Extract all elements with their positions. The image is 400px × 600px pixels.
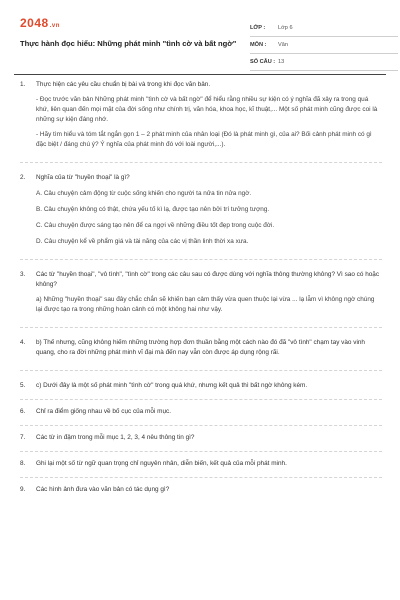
question-divider (20, 327, 382, 328)
question-body (36, 485, 382, 495)
question-text: Các từ "huyền thoại", "vô tình", "tình cờ" trong các câu sau có được dùng với nghĩa thông thường không? Vì sao có hoặc không? (36, 271, 380, 288)
meta-label: LỚP : (250, 25, 266, 31)
answer-option[interactable]: D. Câu chuyện kể về phẩm giá và tài năng của các vị thần linh thời xa xưa. (36, 238, 249, 245)
site-logo[interactable] (20, 16, 60, 30)
question-item (20, 270, 382, 315)
question-body (36, 270, 382, 315)
question-item (20, 459, 382, 469)
question-number: 5. (20, 382, 26, 389)
question-divider (20, 451, 382, 452)
meta-label: SỐ CÂU : (250, 59, 276, 65)
question-text: Các từ in đậm trong mỗi mục 1, 2, 3, 4 nêu thông tin gì? (36, 434, 195, 441)
question-text: Nghĩa của từ "huyền thoại" là gì? (36, 174, 130, 181)
worksheet-header (14, 10, 386, 74)
question-text: c) Dưới đây là một số phát minh "tình cờ" trong quá khứ, nhưng kết quả thì bất ngờ không kém. (36, 382, 308, 389)
question-item (20, 338, 382, 358)
question-list (20, 80, 382, 495)
question-number: 7. (20, 434, 26, 441)
question-number: 2. (20, 174, 26, 181)
question-body (36, 459, 382, 469)
question-item (20, 407, 382, 417)
answer-option[interactable]: A. Câu chuyện cảm động từ cuộc sống khiến cho người ta nửa tin nửa ngờ. (36, 190, 252, 197)
header-divider (14, 74, 386, 75)
question-item (20, 80, 382, 150)
meta-value: 13 (278, 59, 285, 65)
question-number: 8. (20, 460, 26, 467)
question-body (36, 381, 382, 391)
question-item (20, 173, 382, 247)
logo-suffix: .vn (49, 23, 60, 29)
question-divider (20, 259, 382, 260)
meta-value: Lớp 6 (278, 25, 293, 31)
question-number: 4. (20, 339, 26, 346)
question-body (36, 433, 382, 443)
question-number: 1. (20, 81, 26, 88)
question-text: Các hình ảnh đưa vào văn bản có tác dụng gì? (36, 486, 170, 493)
question-text: b) Thế nhưng, cũng không hiếm những trường hợp đơn thuần bằng một cách nào đó đã "vô tình" chạm tay vào vinh quang, cho ra đời những phát minh vĩ đại mà đến nay vẫn còn được áp dụng rộng rãi. (36, 339, 365, 356)
question-body (36, 80, 382, 150)
meta-row-class (250, 20, 398, 37)
question-divider (20, 425, 382, 426)
answer-option[interactable]: B. Câu chuyện không có thật, chứa yếu tố kì lạ, được tạo nên bởi trí tưởng tượng. (36, 206, 270, 213)
question-paragraph: - Hãy tìm hiểu và tóm tắt ngắn gọn 1 – 2 phát minh của nhân loại (Đó là phát minh gì, của ai? Bối cảnh phát minh có gì đặc biệt / đáng chú ý? Ý nghĩa của phát minh đó với loài người,...). (36, 131, 372, 148)
answer-option[interactable]: C. Câu chuyện được sáng tạo nên để ca ngợi về những điều tốt đẹp trong cuộc đời. (36, 222, 275, 229)
meta-label: MÔN : (250, 42, 267, 48)
meta-value: Văn (278, 42, 288, 48)
question-body (36, 338, 382, 358)
question-paragraph: - Đọc trước văn bản Những phát minh "tình cờ và bất ngờ" để hiểu rằng nhiều sự kiện có ý nghĩa đã xảy ra trong quá khứ, liên quan đến mọi mặt của đời sống như chính trị, văn hóa, khoa học, kĩ thuật,... Một số phát minh cũng được coi là những sự kiện đáng nhớ. (36, 96, 378, 123)
meta-row-question-count (250, 54, 398, 71)
question-body (36, 407, 382, 417)
question-divider (20, 370, 382, 371)
question-number: 3. (20, 271, 26, 278)
question-item (20, 433, 382, 443)
question-item (20, 485, 382, 495)
question-text: Thực hiện các yêu cầu chuẩn bị bài và trong khi đọc văn bản. (36, 81, 211, 88)
question-divider (20, 477, 382, 478)
question-body (36, 173, 382, 247)
question-divider (20, 162, 382, 163)
question-divider (20, 399, 382, 400)
question-paragraph: a) Những "huyền thoại" sau đây chắc chắn sẽ khiến bạn cảm thấy vừa quen thuộc lại vừa ... lạ lẫm vì không ngờ chúng lại được tạo ra trong những hoàn cảnh có một không hai như vậy. (36, 296, 375, 313)
page-title: Thực hành đọc hiểu: Những phát minh "tình cờ và bất ngờ" (20, 39, 237, 48)
question-text: Ghi lại một số từ ngữ quan trọng chỉ nguyên nhân, diễn biến, kết quả của mỗi phát minh. (36, 460, 287, 467)
question-item (20, 381, 382, 391)
logo-text: 2048 (20, 16, 49, 30)
meta-row-subject (250, 37, 398, 54)
meta-info-box (250, 20, 398, 71)
question-number: 9. (20, 486, 26, 493)
question-number: 6. (20, 408, 26, 415)
question-text: Chỉ ra điểm giống nhau về bố cục của mỗi mục. (36, 408, 171, 415)
